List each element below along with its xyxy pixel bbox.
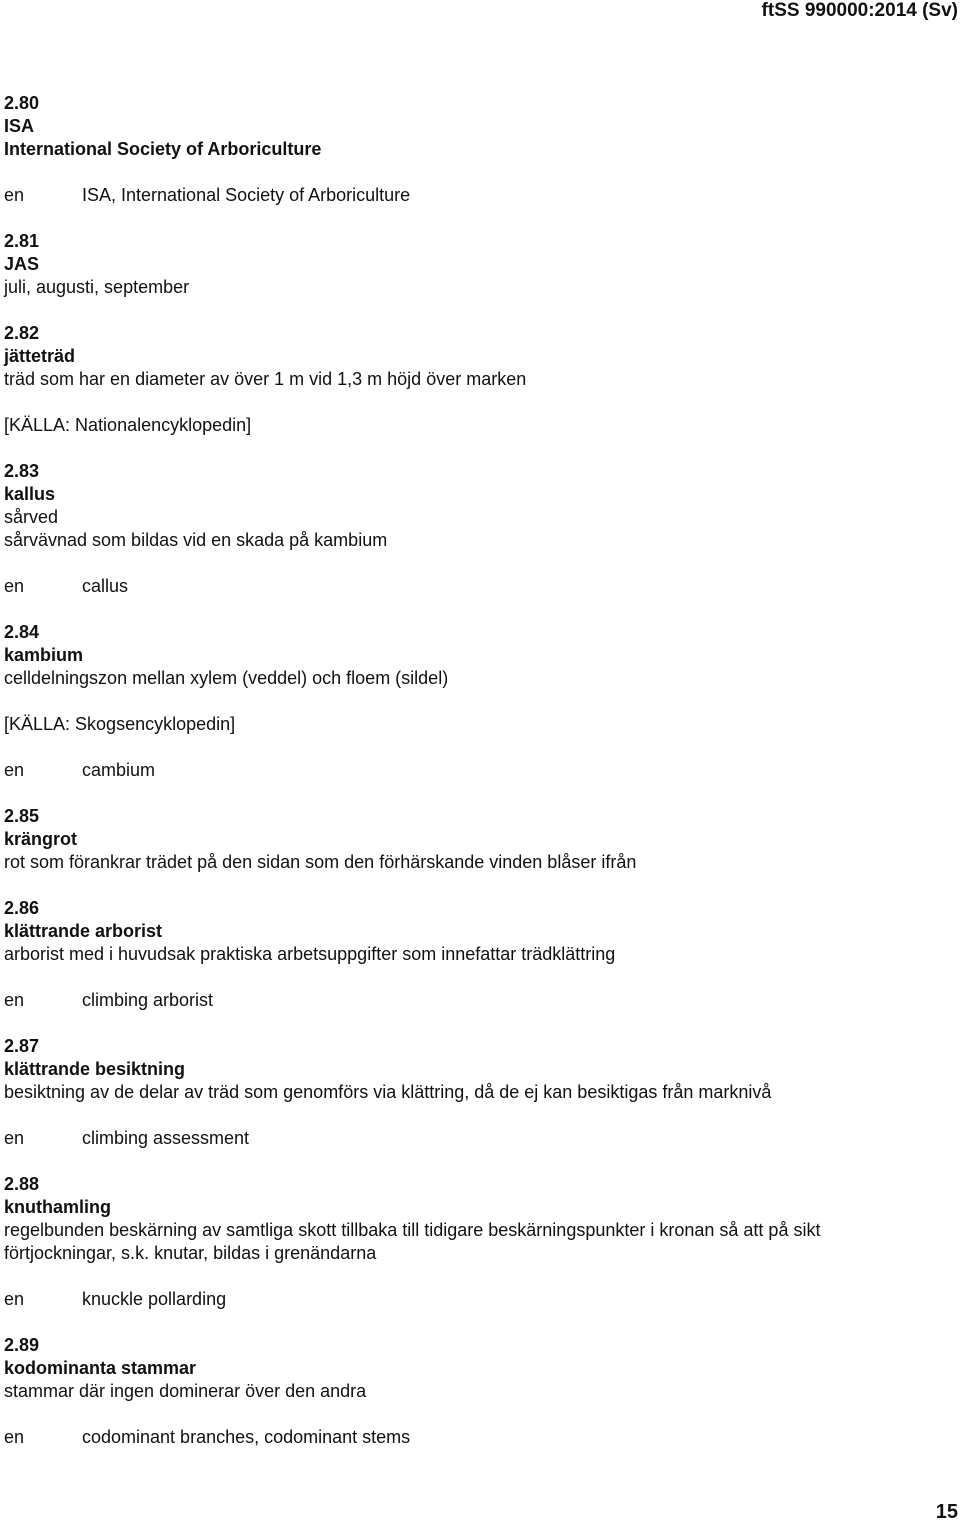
entry-definition: sårvävnad som bildas vid en skada på kambium	[4, 530, 388, 550]
term-entry-2-85	[4, 805, 954, 897]
entry-number: 2.85	[4, 806, 40, 826]
english-term: callus	[82, 576, 129, 596]
entry-definition: celldelningszon mellan xylem (veddel) och floem (sildel)	[4, 668, 449, 688]
entry-definition-line-1: regelbunden beskärning av samtliga skott tillbaka till tidigare beskärningspunkter i kronan så att på sikt	[4, 1220, 821, 1240]
page-number: 15	[935, 1501, 958, 1523]
language-code: en	[4, 185, 25, 205]
entry-number: 2.80	[4, 93, 40, 113]
language-code: en	[4, 760, 25, 780]
entry-number: 2.82	[4, 323, 40, 343]
entry-definition: stammar där ingen dominerar över den andra	[4, 1381, 367, 1401]
english-equivalent	[4, 184, 954, 207]
term-entry-2-83	[4, 460, 954, 621]
english-term: climbing assessment	[82, 1128, 250, 1148]
term-entry-2-88	[4, 1173, 954, 1334]
entry-term: kodominanta stammar	[4, 1358, 197, 1378]
language-code: en	[4, 990, 25, 1010]
entry-source: [KÄLLA: Nationalencyklopedin]	[4, 415, 252, 435]
entry-source: [KÄLLA: Skogsencyklopedin]	[4, 714, 236, 734]
english-equivalent	[4, 1127, 954, 1150]
term-entry-2-89	[4, 1334, 954, 1449]
entry-term: kallus	[4, 484, 56, 504]
term-entry-2-86	[4, 897, 954, 1035]
entry-definition: arborist med i huvudsak praktiska arbetsuppgifter som innefattar trädklättring	[4, 944, 616, 964]
english-term: codominant branches, codominant stems	[82, 1427, 411, 1447]
entry-term: JAS	[4, 254, 40, 274]
entry-definition: besiktning av de delar av träd som genomförs via klättring, då de ej kan besiktigas från marknivå	[4, 1082, 772, 1102]
term-entry-2-84	[4, 621, 954, 805]
term-entry-2-82	[4, 322, 954, 460]
language-code: en	[4, 1427, 25, 1447]
entry-number: 2.83	[4, 461, 40, 481]
entry-definition: träd som har en diameter av över 1 m vid 1,3 m höjd över marken	[4, 369, 527, 389]
entry-term-full: International Society of Arboriculture	[4, 139, 322, 159]
term-entry-2-87	[4, 1035, 954, 1173]
term-entry-2-80	[4, 92, 954, 230]
english-equivalent	[4, 575, 954, 598]
entry-term: klättrande besiktning	[4, 1059, 186, 1079]
entry-number: 2.81	[4, 231, 40, 251]
entry-term: kambium	[4, 645, 84, 665]
term-list	[4, 92, 954, 1449]
english-equivalent	[4, 989, 954, 1012]
english-equivalent	[4, 1288, 954, 1311]
entry-number: 2.87	[4, 1036, 40, 1056]
entry-number: 2.86	[4, 898, 40, 918]
language-code: en	[4, 1128, 25, 1148]
english-equivalent	[4, 1426, 954, 1449]
english-term: cambium	[82, 760, 156, 780]
entry-term: krängrot	[4, 829, 78, 849]
document-id: ftSS 990000:2014 (Sv)	[761, 0, 958, 21]
language-code: en	[4, 576, 25, 596]
entry-number: 2.84	[4, 622, 40, 642]
english-term: knuckle pollarding	[82, 1289, 227, 1309]
entry-synonym: sårved	[4, 507, 59, 527]
entry-definition: rot som förankrar trädet på den sidan som den förhärskande vinden blåser ifrån	[4, 852, 637, 872]
entry-number: 2.89	[4, 1335, 40, 1355]
entry-term: klättrande arborist	[4, 921, 163, 941]
entry-definition: juli, augusti, september	[4, 277, 190, 297]
english-term: ISA, International Society of Arboriculture	[82, 185, 411, 205]
term-entry-2-81	[4, 230, 954, 322]
entry-term: knuthamling	[4, 1197, 111, 1217]
entry-term: ISA	[4, 116, 35, 136]
entry-number: 2.88	[4, 1174, 40, 1194]
language-code: en	[4, 1289, 25, 1309]
english-equivalent	[4, 759, 954, 782]
entry-definition-line-2: förtjockningar, s.k. knutar, bildas i grenändarna	[4, 1243, 377, 1263]
entry-term: jätteträd	[4, 346, 76, 366]
english-term: climbing arborist	[82, 990, 214, 1010]
